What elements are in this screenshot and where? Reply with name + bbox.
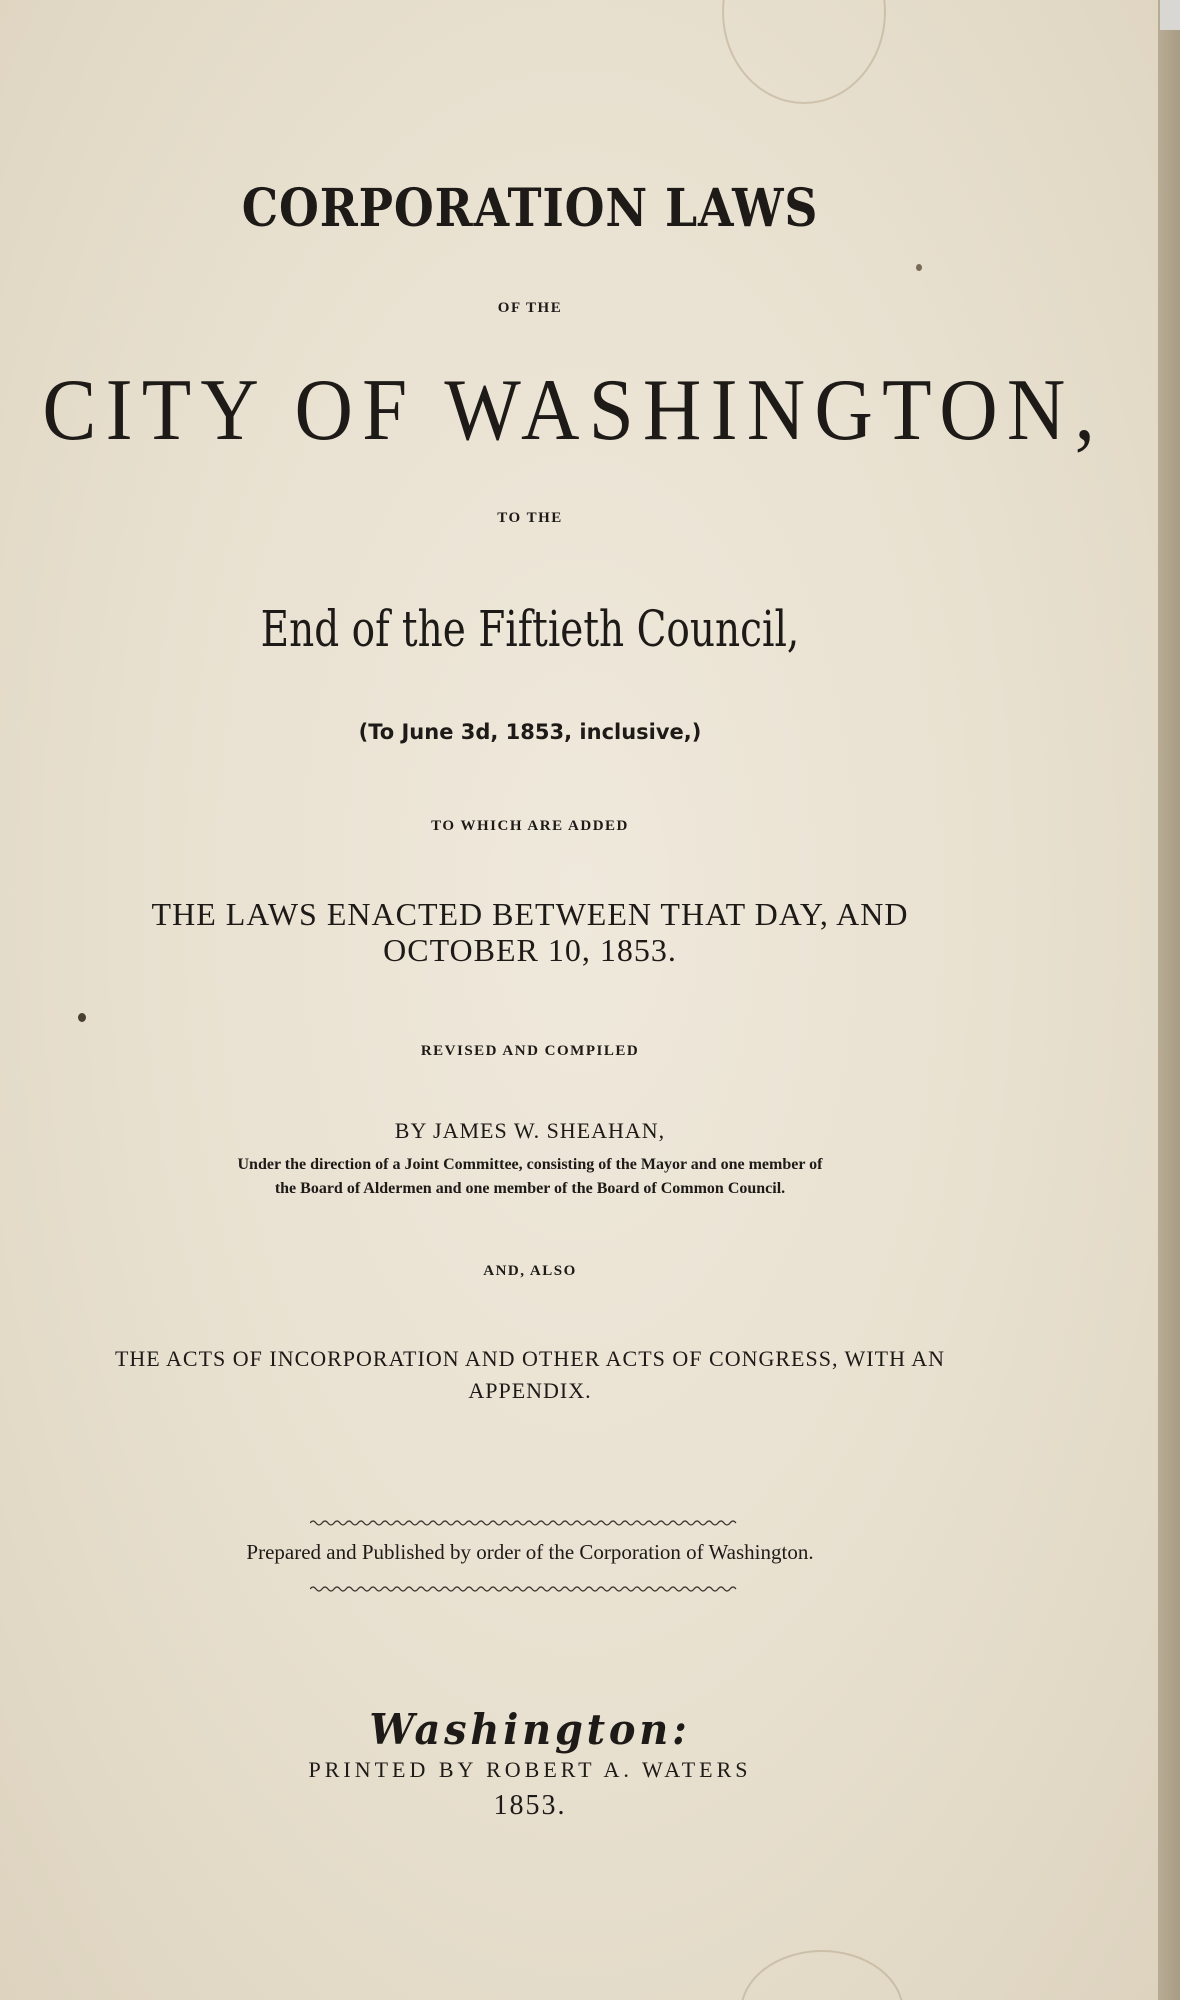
connector-of-the: OF THE [497, 300, 563, 316]
published-by-note: Prepared and Published by order of the Corporation of Washington. [246, 1540, 814, 1564]
acts-line-2: APPENDIX. [468, 1378, 592, 1403]
compiler-name: BY JAMES W. SHEAHAN, [394, 1118, 666, 1143]
ink-spot [916, 264, 922, 271]
wavy-rule-top [310, 1518, 740, 1528]
laws-enacted-line-1: THE LAWS ENACTED BETWEEN THAT DAY, AND [151, 896, 909, 932]
laws-enacted [0, 896, 1060, 968]
committee-note [0, 1153, 1060, 1201]
acts-line-1: THE ACTS OF INCORPORATION AND OTHER ACTS OF CONGRESS, WITH AN [114, 1346, 946, 1371]
committee-note-line-2: the Board of Aldermen and one member of the Board of Common Council. [274, 1180, 786, 1197]
laws-enacted-line-2: OCTOBER 10, 1853. [383, 932, 677, 968]
title-corporation-laws: CORPORATION LAWS [241, 178, 819, 239]
committee-note-line-1: Under the direction of a Joint Committee, consisting of the Mayor and one member of [237, 1156, 823, 1173]
date-range: (To June 3d, 1853, inclusive,) [358, 720, 702, 744]
imprint-place: Washington: [369, 1705, 691, 1754]
connector-to-the: TO THE [497, 510, 563, 526]
connector-to-which-are-added: TO WHICH ARE ADDED [431, 818, 629, 834]
acts-of-incorporation [0, 1343, 1060, 1407]
wavy-rule-bottom [310, 1584, 740, 1594]
page-stain [722, 0, 886, 104]
connector-and-also: AND, ALSO [483, 1263, 577, 1279]
page-stain [740, 1950, 904, 2000]
revised-and-compiled: REVISED AND COMPILED [420, 1043, 640, 1059]
ink-spot [78, 1013, 86, 1022]
title-city-of-washington: CITY OF WASHINGTON, [42, 362, 1105, 459]
imprint-year: 1853. [493, 1790, 567, 1821]
imprint-printer: PRINTED BY ROBERT A. WATERS [308, 1757, 752, 1782]
title-end-of-council: End of the Fiftieth Council, [260, 600, 800, 658]
